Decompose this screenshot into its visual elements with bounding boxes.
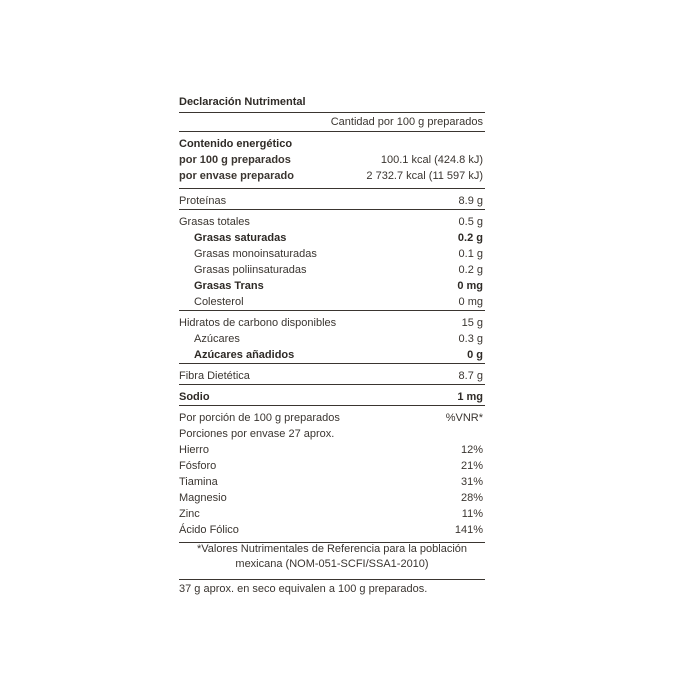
fat-row [179, 294, 485, 310]
mineral-row-value: 12% [460, 444, 483, 456]
mineral-row [179, 474, 485, 490]
mineral-row-value: 28% [460, 492, 483, 504]
mineral-row-value: 31% [460, 476, 483, 488]
minerals-section [179, 442, 485, 538]
fiber-value: 8.7 g [458, 370, 483, 382]
energy-heading-label: Contenido energético [179, 138, 293, 150]
mineral-row-value: 11% [461, 508, 483, 520]
fat-row-value: 0.1 g [458, 248, 483, 260]
mineral-row [179, 442, 485, 458]
carb-row-label: Hidratos de carbono disponibles [179, 317, 337, 329]
fat-row-value: 0.2 g [457, 232, 483, 244]
mineral-row-label: Hierro [179, 444, 209, 456]
energy-row-value: 2 732.7 kcal (11 597 kJ) [366, 170, 483, 182]
mineral-row-label: Ácido Fólico [179, 524, 239, 536]
fiber-row [179, 368, 485, 384]
sodium-label: Sodio [179, 391, 210, 403]
footnote [179, 538, 485, 579]
proteins-row [179, 193, 485, 209]
mineral-row [179, 506, 485, 522]
fat-row-label: Grasas saturadas [194, 232, 287, 244]
carb-row [179, 315, 485, 331]
fats-section [179, 214, 485, 310]
proteins-label: Proteínas [179, 195, 227, 207]
label-subtitle: Cantidad por 100 g preparados [330, 116, 483, 128]
serving-note: 37 g aprox. en seco equivalen a 100 g preparados. [179, 583, 428, 595]
energy-row-label: por 100 g preparados [179, 154, 291, 166]
footnote-line: *Valores Nutrimentales de Referencia para la población [196, 543, 468, 555]
footnote-line: mexicana (NOM-051-SCFI/SSA1-2010) [235, 558, 429, 570]
carbs-section [179, 315, 485, 363]
portions-row [179, 426, 485, 442]
carb-row-value: 0.3 g [458, 333, 483, 345]
fat-row-label: Grasas poliinsaturadas [194, 264, 307, 276]
fat-row-label: Grasas monoinsaturadas [194, 248, 317, 260]
portions-label: Porciones por envase 27 aprox. [179, 428, 335, 440]
fat-row-value: 0.2 g [458, 264, 483, 276]
fiber-label: Fibra Dietética [179, 370, 250, 382]
proteins-value: 8.9 g [458, 195, 483, 207]
fat-row-label: Colesterol [194, 296, 244, 308]
mineral-row-label: Fósforo [179, 460, 217, 472]
vnr-header-label: Por porción de 100 g preparados [179, 412, 340, 424]
energy-row [179, 152, 485, 168]
sodium-value: 1 mg [457, 391, 483, 403]
fat-row-label: Grasas Trans [194, 280, 264, 292]
fat-row [179, 278, 485, 294]
fat-row-value: 0.5 g [458, 216, 483, 228]
fat-row-value: 0 mg [458, 296, 483, 308]
fat-row [179, 246, 485, 262]
vnr-header-value: %VNR* [445, 412, 483, 424]
energy-heading [179, 136, 485, 152]
fat-row [179, 262, 485, 278]
carb-row-value: 0 g [467, 349, 483, 361]
fat-row [179, 214, 485, 230]
fat-row-value: 0 mg [457, 280, 483, 292]
footnote-block [179, 538, 485, 595]
carb-row [179, 331, 485, 347]
mineral-row [179, 522, 485, 538]
mineral-row-label: Magnesio [179, 492, 227, 504]
fat-row [179, 230, 485, 246]
mineral-row-label: Tiamina [179, 476, 218, 488]
energy-row-value: 100.1 kcal (424.8 kJ) [380, 154, 483, 166]
mineral-row-label: Zinc [179, 508, 200, 520]
vnr-header-row [179, 410, 485, 426]
fat-row-label: Grasas totales [179, 216, 250, 228]
energy-row [179, 168, 485, 184]
carb-row-label: Azúcares añadidos [194, 349, 295, 361]
sodium-row [179, 389, 485, 405]
energy-row-label: por envase preparado [179, 170, 294, 182]
carb-row-label: Azúcares [194, 333, 240, 345]
label-title: Declaración Nutrimental [179, 96, 306, 108]
carb-row [179, 347, 485, 363]
mineral-row-value: 141% [454, 524, 483, 536]
mineral-row [179, 490, 485, 506]
carb-row-value: 15 g [461, 317, 483, 329]
mineral-row-value: 21% [460, 460, 483, 472]
nutrition-label [179, 92, 485, 543]
mineral-row [179, 458, 485, 474]
